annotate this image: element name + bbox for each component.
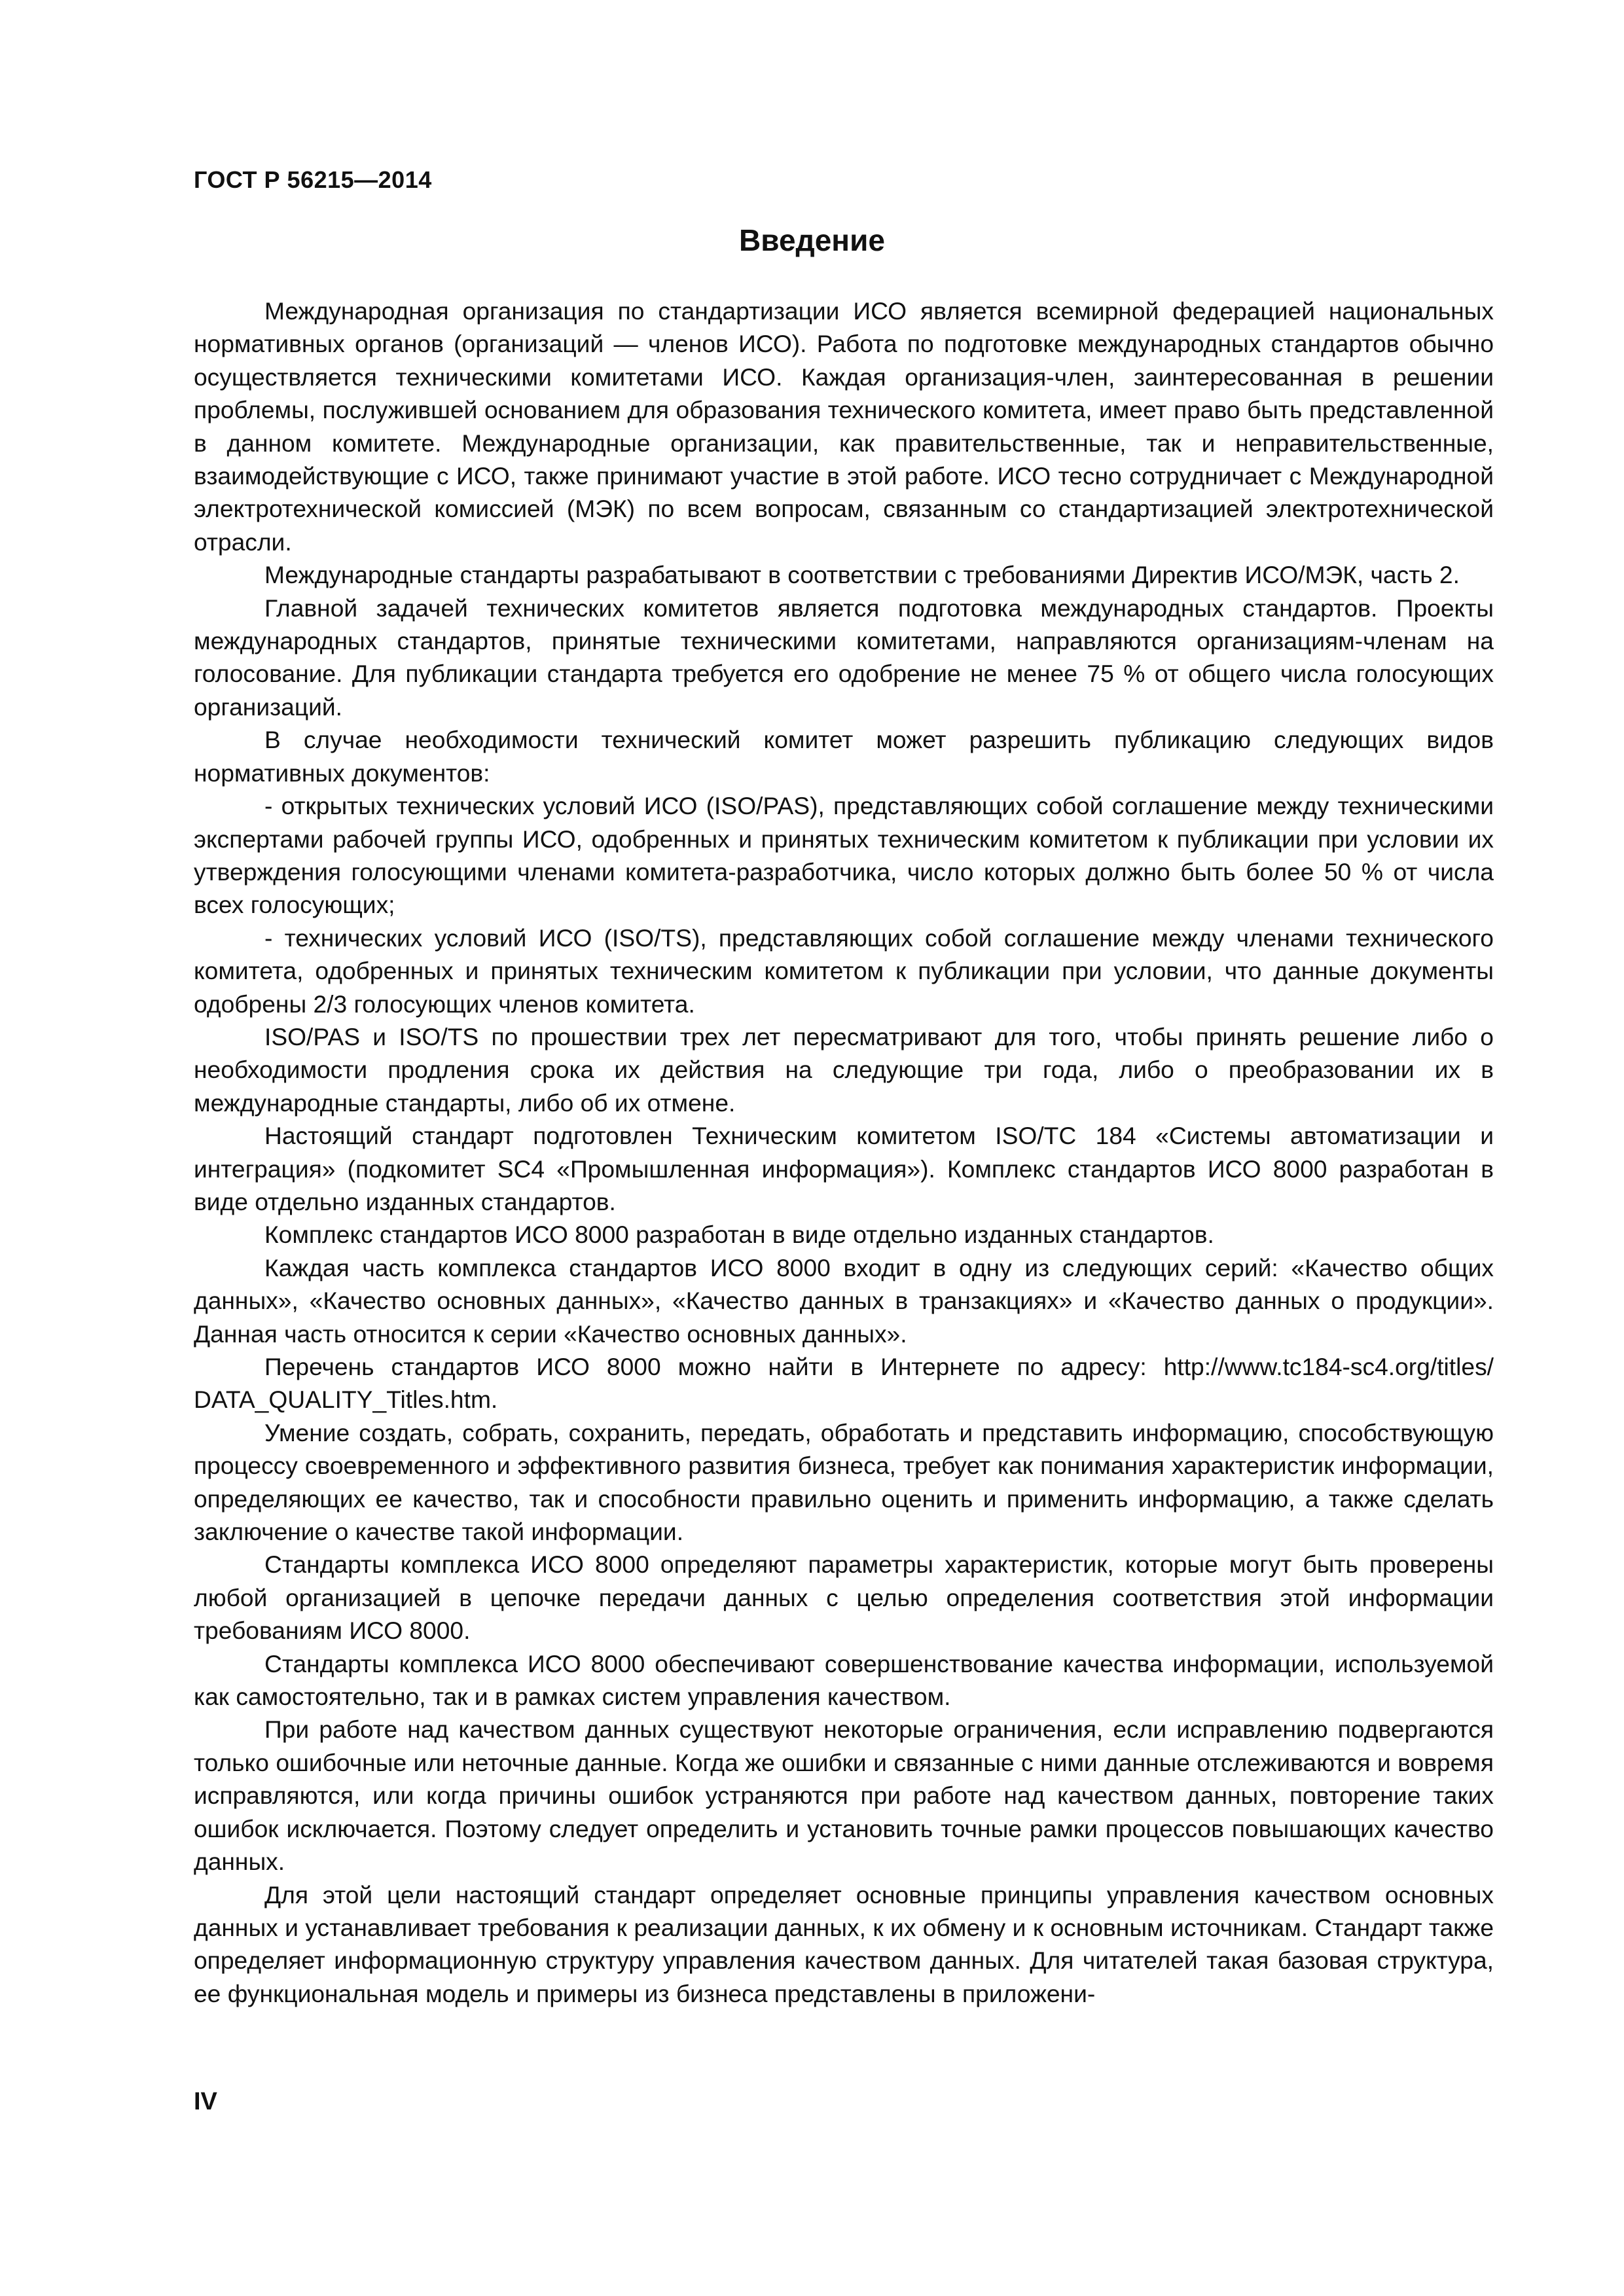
list-item: - технических условий ИСО (ISO/TS), представляющих собой соглашение между членами технического комитета, одобренных и принятых техническим комитетом к публикации при условии, что данные документы одобрены 2/3 голосующих членов комитета. [194, 924, 1494, 1018]
paragraph: Главной задачей технических комитетов является подготовка международных стандартов. Проекты международных стандартов, принятые техническими комитетами, направляются организациям-членам на голосование. Для публикации стандарта требуется его одобрение не менее 75 % от общего числа голосующих организаций. [194, 594, 1494, 721]
page-number: IV [194, 2088, 217, 2115]
paragraph: Перечень стандартов ИСО 8000 можно найти в Интернете по адресу: http://www.tc184-sc4.org/titles/ DATA_QUALITY_Titles.htm. [194, 1353, 1494, 1414]
paragraph: Для этой цели настоящий стандарт определяет основные принципы управления качеством основных данных и устанавливает требования к реализации данных, к их обмену и к основным источникам. Стандарт также определяет информационную структуру управления качеством данных. Для читателей такая базовая структура, ее функциональная модель и примеры из бизнеса представлены в приложени- [194, 1880, 1494, 2007]
paragraph: Стандарты комплекса ИСО 8000 обеспечивают совершенствование качества информации, используемой как самостоятельно, так и в рамках систем управления качеством. [194, 1649, 1494, 1711]
paragraph: В случае необходимости технический комитет может разрешить публикацию следующих видов нормативных документов: [194, 726, 1494, 787]
paragraph: Комплекс стандартов ИСО 8000 разработан в виде отдельно изданных стандартов. [264, 1221, 1214, 1249]
paragraph: Стандарты комплекса ИСО 8000 определяют параметры характеристик, которые могут быть проверены любой организацией в цепочке передачи данных с целью определения соответствия этой информации требованиям ИСО 8000. [194, 1551, 1494, 1645]
paragraph: Настоящий стандарт подготовлен Техническим комитетом ISO/TC 184 «Системы автоматизации и интеграция» (подкомитет SC4 «Промышленная информация»). Комплекс стандартов ИСО 8000 разработан в виде отдельно изданных стандартов. [194, 1122, 1494, 1215]
list-item: - открытых технических условий ИСО (ISO/PAS), представляющих собой соглашение между техническими экспертами рабочей группы ИСО, одобренных и принятых техническим комитетом к публикации при условии их утверждения голосующими членами комитета-разработчика, число которых должно быть более 50 % от числа всех голосующих; [194, 792, 1494, 919]
paragraph: ISO/PAS и ISO/TS по прошествии трех лет пересматривают для того, чтобы принять решение либо о необходимости продления срока их действия на следующие три года, либо о преобразовании их в международные стандарты, либо об их отмене. [194, 1022, 1494, 1117]
paragraph: Каждая часть комплекса стандартов ИСО 8000 входит в одну из следующих серий: «Качество общих данных», «Качество основных данных», «Качество данных в транзакциях» и «Качество данных о продукции». Данная часть относится к серии «Качество основных данных». [194, 1253, 1494, 1348]
paragraph: При работе над качеством данных существуют некоторые ограничения, если исправлению подвергаются только ошибочные или неточные данные. Когда же ошибки и связанные с ними данные отслеживаются и вовремя исправляются, или когда причины ошибок устраняются при работе над качеством данных, повторение таких ошибок исключается. Поэтому следует определить и установить точные рамки процессов повышающих качество данных. [194, 1715, 1494, 1876]
paragraph: Международные стандарты разрабатывают в соответствии с требованиями Директив ИСО/МЭК, часть 2. [264, 561, 1460, 589]
document-code-header: ГОСТ Р 56215—2014 [194, 166, 432, 193]
paragraph: Умение создать, собрать, сохранить, передать, обработать и представить информацию, способствующую процессу своевременного и эффективного развития бизнеса, требует как понимания характеристик информации, определяющих ее качество, так и способности правильно оценить и применить информацию, а также сделать заключение о качестве такой информации. [194, 1418, 1494, 1546]
body-text [194, 295, 1494, 2010]
paragraph: Международная организация по стандартизации ИСО является всемирной федерацией национальных нормативных органов (организаций — членов ИСО). Работа по подготовке международных стандартов обычно осуществляется техническими комитетами ИСО. Каждая организация-член, заинтересованная в решении проблемы, послужившей основанием для образования технического комитета, имеет право быть представленной в данном комитете. Международные организации, как правительственные, так и неправительственные, взаимодействующие с ИСО, также принимают участие в этой работе. ИСО тесно сотрудничает с Международной электротехнической комиссией (МЭК) по всем вопросам, связанным со стандартизацией электротехнической отрасли. [194, 297, 1494, 556]
section-title: Введение [739, 223, 885, 257]
